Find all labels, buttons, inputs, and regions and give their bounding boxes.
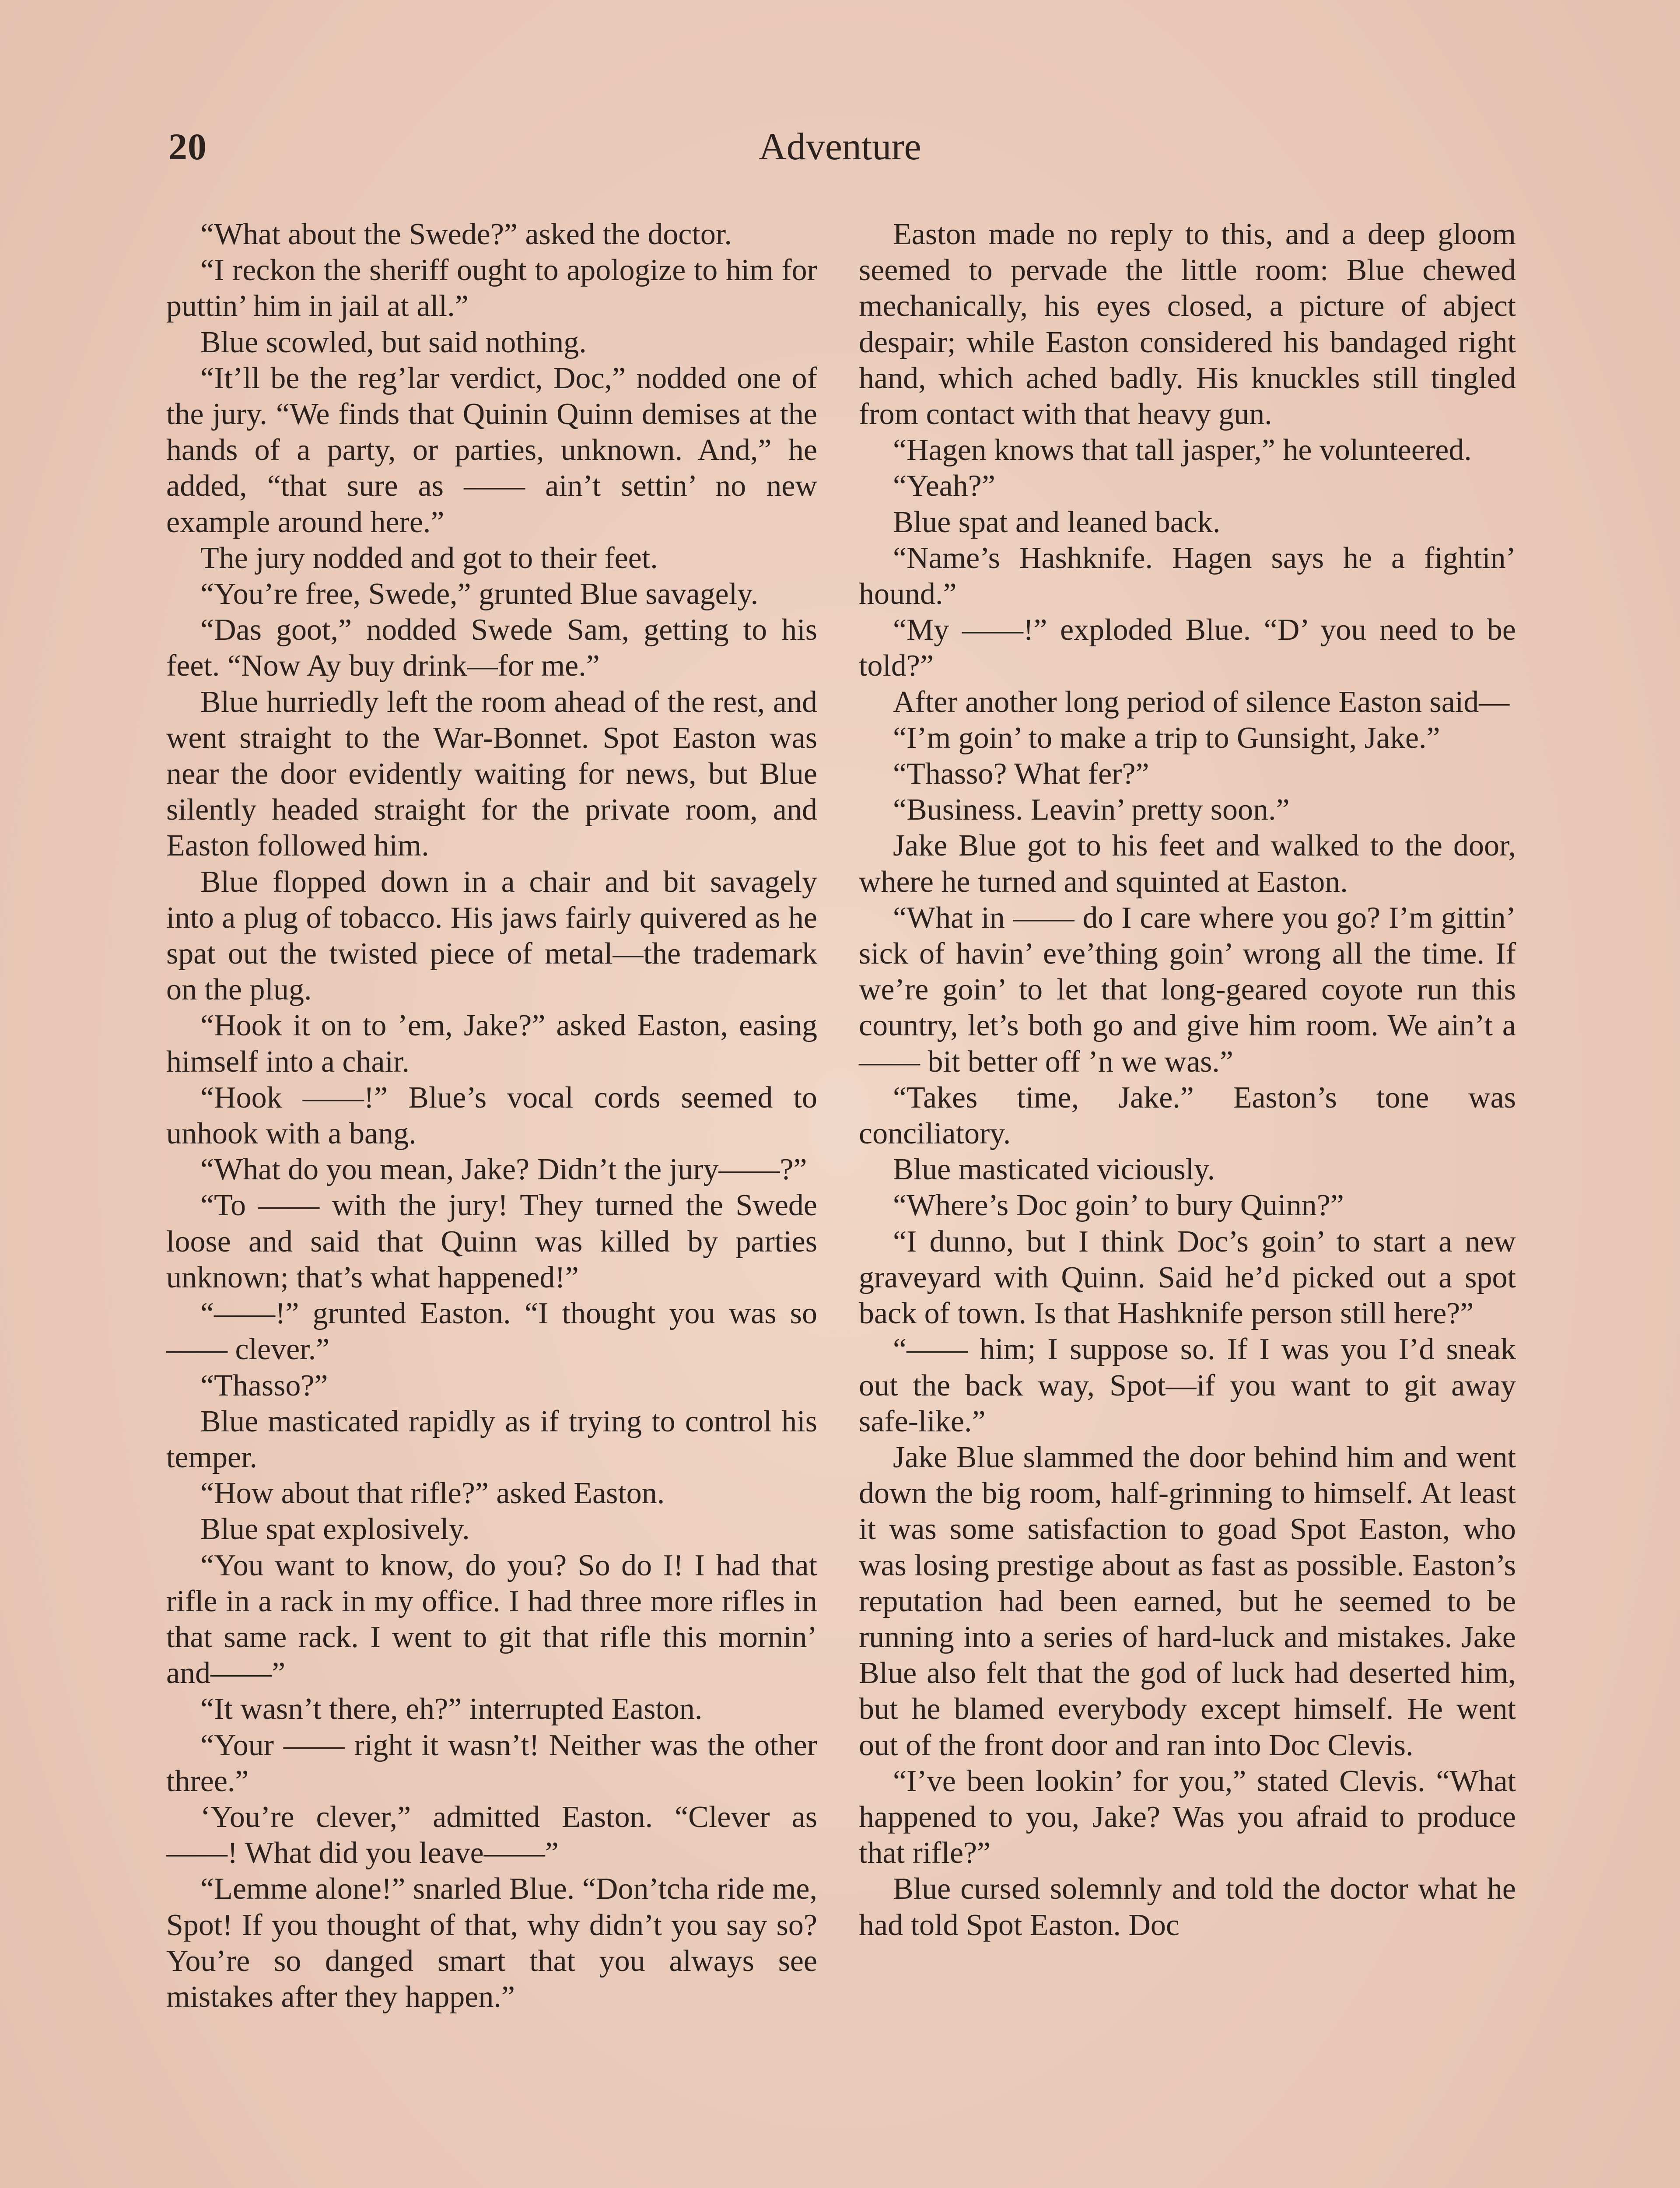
paragraph: “Hook ——!” Blue’s vocal cords seemed to unhook with a bang. <box>166 1080 817 1151</box>
paragraph: “My ——!” exploded Blue. “D’ you need to be told?” <box>859 613 1516 683</box>
paragraph: Blue masticated viciously. <box>893 1153 1215 1187</box>
paragraph: Blue masticated rapidly as if trying to control his temper. <box>166 1404 817 1474</box>
paragraph: “I’ve been lookin’ for you,” stated Clevis. “What happened to you, Jake? Was you afraid to produce that rifle?” <box>859 1764 1516 1870</box>
paragraph: The jury nodded and got to their feet. <box>200 541 658 575</box>
paragraph: “Lemme alone!” snarled Blue. “Don’tcha ride me, Spot! If you thought of that, why didn’t you say so? You’re so danged smart that you always see mistakes after they happen.” <box>166 1872 817 2014</box>
paragraph: “Name’s Hashknife. Hagen says he a fightin’ hound.” <box>859 541 1516 611</box>
paragraph: Easton made no reply to this, and a deep gloom seemed to pervade the little room: Blue chewed mechanically, his eyes closed, a picture of abject despair; while Easton considered his bandaged right hand, which ached badly. His knuckles still tingled from contact with that heavy gun. <box>859 217 1516 431</box>
paragraph: “Yeah?” <box>893 469 995 503</box>
paragraph: “Thasso?” <box>200 1368 328 1403</box>
paragraph: “Hagen knows that tall jasper,” he volunteered. <box>893 433 1472 467</box>
paragraph: “Thasso? What fer?” <box>893 757 1149 791</box>
paragraph: Blue hurriedly left the room ahead of the rest, and went straight to the War-Bonnet. Spot Easton was near the door evidently waiting for news, but Blue silently headed straight for the private room, and Easton followed him. <box>166 685 817 863</box>
paragraph: “How about that rifle?” asked Easton. <box>200 1476 665 1511</box>
page-number: 20 <box>168 126 207 168</box>
paragraph: “Das goot,” nodded Swede Sam, getting to his feet. “Now Ay buy drink—for me.” <box>166 613 817 683</box>
paragraph: Blue scowled, but said nothing. <box>200 325 587 359</box>
paragraph: “You want to know, do you? So do I! I had that rifle in a rack in my office. I had three more rifles in that same rack. I went to git that rifle this mornin’ and——” <box>166 1548 817 1690</box>
right-text-column <box>859 217 1516 1943</box>
paragraph: “Your —— right it wasn’t! Neither was the other three.” <box>166 1728 817 1798</box>
running-head: Adventure <box>759 126 921 168</box>
paragraph: “It’ll be the reg’lar verdict, Doc,” nodded one of the jury. “We finds that Quinin Quinn demises at the hands of a party, or parties, unknown. And,” he added, “that sure as —— ain’t settin’ no new example around here.” <box>166 361 817 539</box>
paragraph: “It wasn’t there, eh?” interrupted Easton. <box>200 1692 703 1726</box>
paragraph: “Where’s Doc goin’ to bury Quinn?” <box>893 1189 1344 1223</box>
paragraph: Blue flopped down in a chair and bit savagely into a plug of tobacco. His jaws fairly quivered as he spat out the twisted piece of metal—the trademark on the plug. <box>166 865 817 1007</box>
paragraph: Blue spat explosively. <box>200 1512 470 1546</box>
paragraph: Blue cursed solemnly and told the doctor what he had told Spot Easton. Doc <box>859 1872 1516 1942</box>
paragraph: “What in —— do I care where you go? I’m gittin’ sick of havin’ eve’thing goin’ wrong all the time. If we’re goin’ to let that long-geared coyote run this country, let’s both go and give him room. We ain’t a —— bit better off ’n we was.” <box>859 901 1516 1079</box>
paragraph: “You’re free, Swede,” grunted Blue savagely. <box>200 577 759 611</box>
paragraph: “Business. Leavin’ pretty soon.” <box>893 793 1290 827</box>
paragraph: “—— him; I suppose so. If I was you I’d sneak out the back way, Spot—if you want to git away safe-like.” <box>859 1332 1516 1438</box>
paragraph: “I dunno, but I think Doc’s goin’ to start a new graveyard with Quinn. Said he’d picked out a spot back of town. Is that Hashknife person still here?” <box>859 1224 1516 1331</box>
paragraph: Jake Blue got to his feet and walked to the door, where he turned and squinted at Easton. <box>859 829 1516 899</box>
paragraph: “——!” grunted Easton. “I thought you was so —— clever.” <box>166 1297 817 1367</box>
paragraph: “Takes time, Jake.” Easton’s tone was conciliatory. <box>859 1080 1516 1151</box>
paragraph: “What about the Swede?” asked the doctor. <box>200 217 732 251</box>
paragraph: “I reckon the sheriff ought to apologize to him for puttin’ him in jail at all.” <box>166 253 817 323</box>
paragraph: “To —— with the jury! They turned the Swede loose and said that Quinn was killed by parties unknown; that’s what happened!” <box>166 1189 817 1294</box>
left-text-column <box>166 217 817 2015</box>
paragraph: After another long period of silence Easton said— <box>893 685 1510 719</box>
paragraph: Blue spat and leaned back. <box>893 505 1221 539</box>
paragraph: “I’m goin’ to make a trip to Gunsight, Jake.” <box>893 721 1440 755</box>
paragraph: “Hook it on to ’em, Jake?” asked Easton, easing himself into a chair. <box>166 1009 817 1079</box>
paragraph: “What do you mean, Jake? Didn’t the jury——?” <box>200 1153 807 1187</box>
paragraph: Jake Blue slammed the door behind him and went down the big room, half-grinning to himself. At least it was some satisfaction to goad Spot Easton, who was losing prestige about as fast as possible. Easton’s reputation had been earned, but he seemed to be running into a series of hard-luck and mistakes. Jake Blue also felt that the god of luck had deserted him, but he blamed everybody except himself. He went out of the front door and ran into Doc Clevis. <box>859 1440 1516 1762</box>
paragraph: ‘You’re clever,” admitted Easton. “Clever as ——! What did you leave——” <box>166 1800 817 1870</box>
